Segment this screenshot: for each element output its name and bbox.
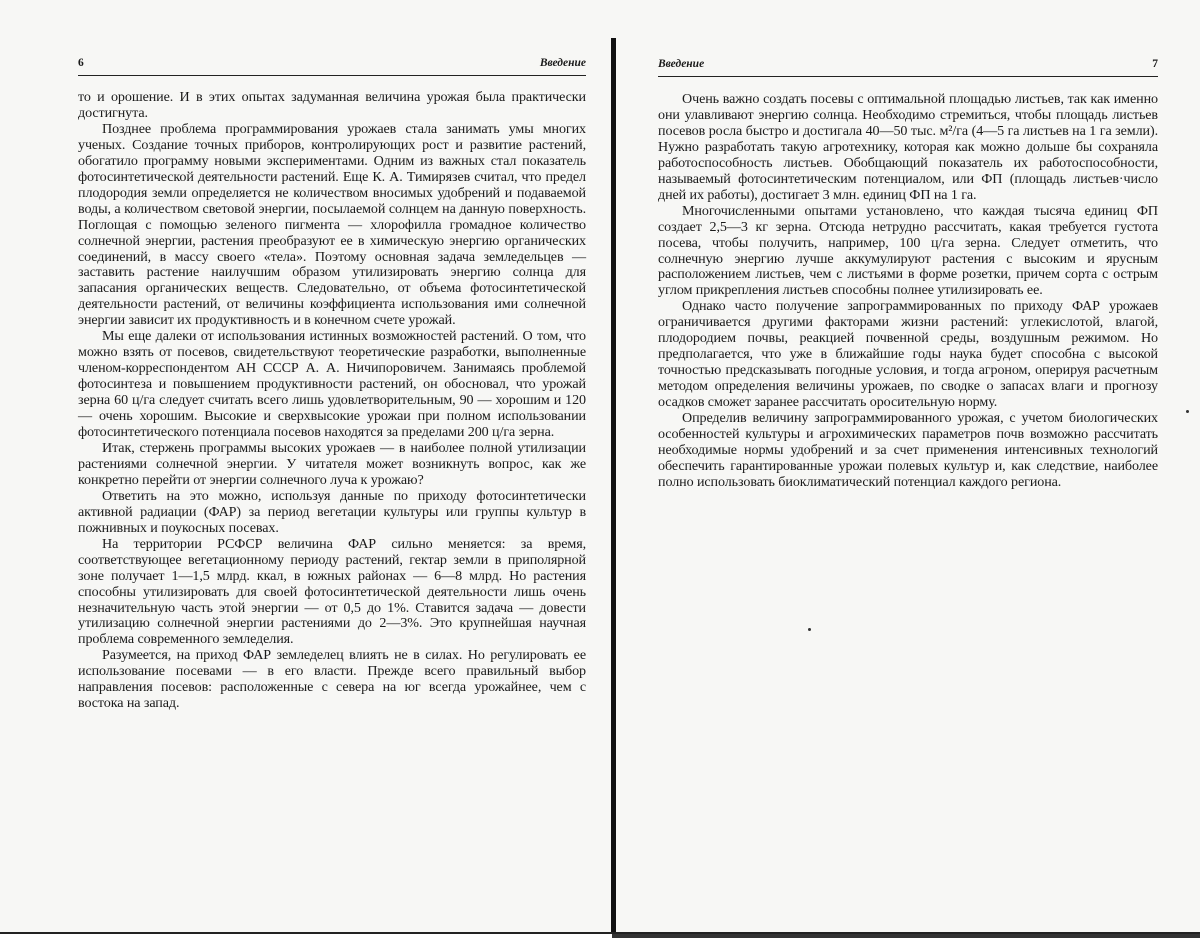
paragraph: Однако часто получение запрограммированных по приходу ФАР урожаев ограничивается другими факторами жизни растений: углекислотой, влагой, плодородием почвы, реакцией почвенной среды, воздушным режимом. Но предполагается, что уже в ближайшие годы наука будет способна с высокой точностью предсказывать погодные условия, и тогда агроном, оперируя расчетным методом определения величины урожаев, по сводке о запасах влаги и прогнозу осадков сможет заранее рассчитать оросительную норму.	[658, 298, 1158, 411]
right-page	[618, 0, 1200, 941]
paragraph: Мы еще далеки от использования истинных возможностей растений. О том, что можно взять от посевов, свидетельствуют теоретические разработки, выполненные членом-корреспондентом АН СССР А. А. Ничипоровичем. Занимаясь проблемой фотосинтеза и повышением продуктивности растений, он обосновал, что урожай зерна 60 ц/га следует считать всего лишь удовлетворительным, 90 — хорошим и 120 — очень хорошим. Высокие и сверхвысокие урожаи при полном использовании фотосинтетического потенциала посевов находятся за пределами 200 ц/га зерна.	[78, 328, 586, 441]
running-title: Введение	[658, 58, 705, 70]
left-page-body	[78, 90, 586, 712]
paragraph: Ответить на это можно, используя данные по приходу фотосинтетически активной радиации (ФАР) за период вегетации культуры или группы культур в пожнивных и поукосных посевах.	[78, 487, 586, 536]
book-gutter	[611, 38, 616, 941]
paragraph: Очень важно создать посевы с оптимальной площадью листьев, так как именно они улавливают энергию солнца. Необходимо стремиться, чтобы площадь листьев посевов росла быстро и достигала 40—50 тыс. м²/га (4—5 га листьев на 1 га земли). Нужно разработать такую агротехнику, которая как можно дольше бы сохраняла работоспособность листьев. Обобщающий показатель их работоспособности, называемый фотосинтетическим потенциалом, или ФП (площадь листьев·число дней их работы), достигает 3 млн. единиц ФП на 1 га.	[658, 91, 1158, 203]
paragraph: На территории РСФСР величина ФАР сильно меняется: за время, соответствующее вегетационному периоду растений, гектар земли в приполярной зоне получает 1—1,5 млрд. ккал, в южных районах — 6—8 млрд. Но растения способны утилизировать для своей фотосинтетической деятельности лишь очень незначительную часть этой энергии — от 0,5 до 1%. Ставится задача — довести утилизацию солнечной энергии растениями до 2—3%. Это крупнейшая научная проблема современного земледелия.	[78, 535, 586, 648]
page-number: 7	[1152, 58, 1158, 70]
running-title: Введение	[539, 57, 586, 69]
paragraph: то и орошение. И в этих опытах задуманная величина урожая была практически достигнута.	[78, 89, 586, 121]
page-number: 6	[78, 57, 84, 69]
paragraph: Многочисленными опытами установлено, что каждая тысяча единиц ФП создает 2,5—3 кг зерна. Отсюда нетрудно рассчитать, какая требуется густота посева, чтобы получить, например, 100 ц/га зерна. Следует отметить, что солнечную энергию лучше аккумулируют растения с высоким и ярусным расположением листьев, чем с листьями в форме розетки, причем сорта с острым углом прикрепления листьев способны полнее утилизировать ее.	[658, 202, 1158, 299]
right-page-header	[658, 58, 1158, 77]
page-bottom-edge	[0, 932, 1200, 943]
paragraph: Разумеется, на приход ФАР земледелец влиять не в силах. Но регулировать ее использование посевами — в его власти. Прежде всего правильный выбор направления посевов: расположенные с севера на юг всегда урожайнее, чем с востока на запад.	[78, 647, 586, 712]
scan-speck	[808, 628, 811, 631]
right-page-body	[658, 92, 1158, 491]
left-page-header	[78, 57, 586, 76]
scan-speck	[1186, 410, 1189, 413]
paragraph: Итак, стержень программы высоких урожаев — в наиболее полной утилизации растениями солнечной энергии. У читателя может возникнуть вопрос, как же конкретно перейти от энергии солнечного луча к урожаю?	[78, 439, 586, 488]
page-edge-shadow	[612, 934, 1200, 938]
paragraph: Позднее проблема программирования урожаев стала занимать умы многих ученых. Создание точных приборов, контролирующих рост и развитие растений, обогатило программу новыми экспериментами. Одним из важных стал показатель фотосинтетической деятельности растений. Еще К. А. Тимирязев считал, что предел плодородия земли определяется не количеством вносимых удобрений и подаваемой воды, а количеством световой энергии, посылаемой солнцем на данную поверхность. Поглощая с помощью зеленого пигмента — хлорофилла громадное количество солнечной энергии, растения преобразуют ее в химическую энергию органических соединений, в массу своего «тела». Поэтому основная задача земледельцев — заставить растение наилучшим образом утилизировать энергию солнца для запасания органических веществ. Следовательно, от объема фотосинтетической деятельности растений, от величины коэффициента использования ими солнечной энергии зависит их продуктивность и в конечном счете урожай.	[78, 120, 586, 329]
paragraph: Определив величину запрограммированного урожая, с учетом биологических особенностей культуры и агрохимических параметров почв возможно рассчитать необходимые нормы удобрений и за счет применения интенсивных технологий обеспечить гарантированные урожаи полевых культур и, как следствие, наиболее полно использовать биоклиматический потенциал каждого региона.	[658, 410, 1158, 490]
